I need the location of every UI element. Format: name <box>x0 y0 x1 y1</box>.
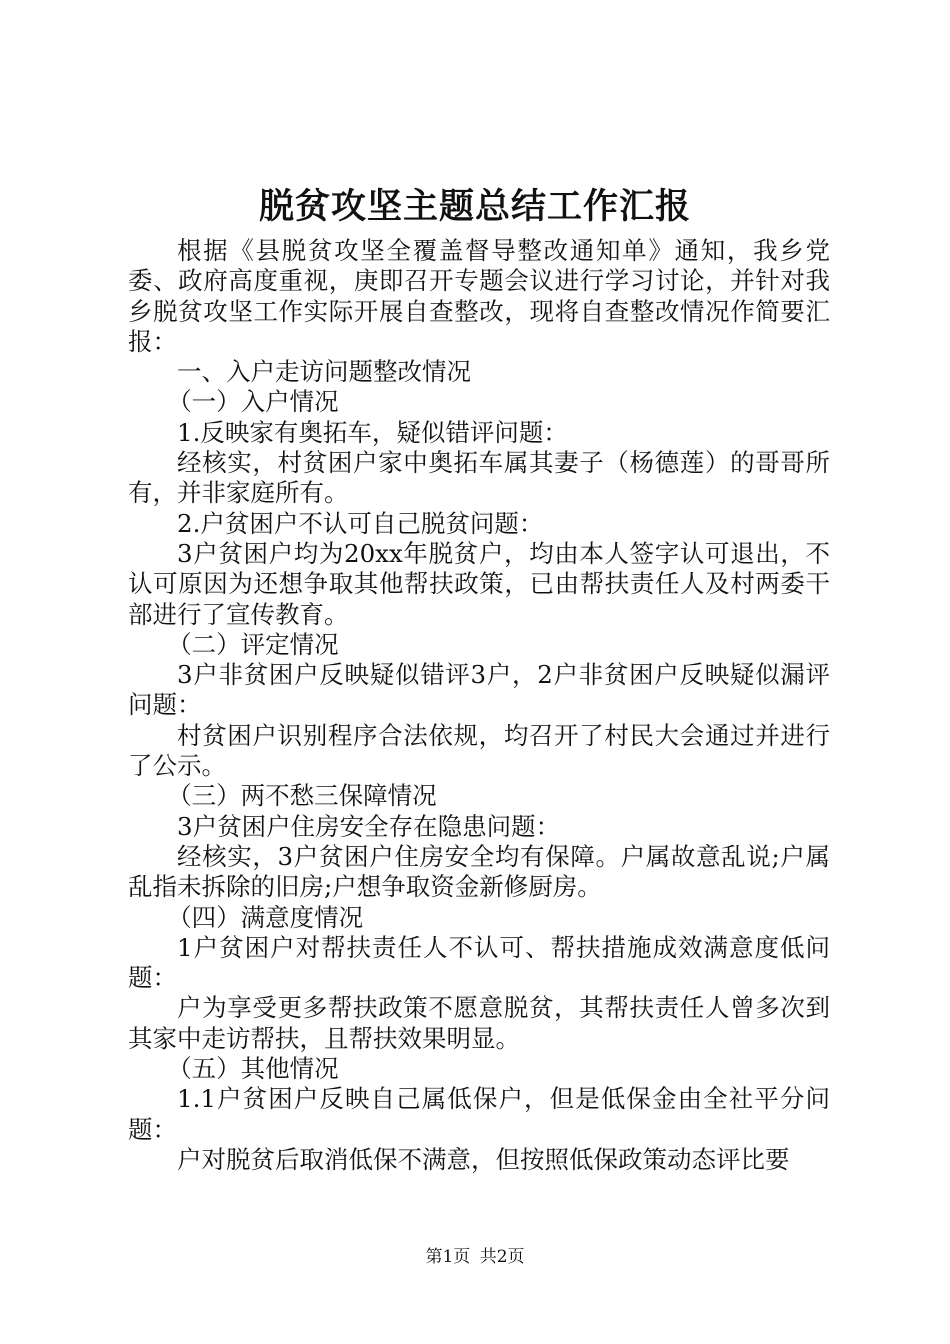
document-title: 脱贫攻坚主题总结工作汇报 <box>258 186 691 227</box>
section-subheading: （三）两不愁三保障情况 <box>167 781 437 811</box>
paragraph: 根据《县脱贫攻坚全覆盖督导整改通知单》通知，我乡党委、政府高度重视，庚即召开专题会议进行学习讨论，并针对我乡脱贫攻坚工作实际开展自查整改，现将自查整改情况作简要汇报： <box>128 236 830 356</box>
section-heading: 一、入户走访问题整改情况 <box>177 357 471 387</box>
page-total: 共2页 <box>479 1247 525 1267</box>
paragraph: 户对脱贫后取消低保不满意，但按照低保政策动态评比要 <box>177 1144 790 1174</box>
section-subheading: （五）其他情况 <box>167 1054 339 1084</box>
page-footer <box>0 1245 950 1269</box>
paragraph: 1.1户贫困户反映自己属低保户，但是低保金由全社平分问题： <box>128 1084 830 1144</box>
section-subheading: （二）评定情况 <box>167 629 339 659</box>
paragraph: 3户贫困户均为20xx年脱贫户，均由本人签字认可退出，不认可原因为还想争取其他帮扶政策，已由帮扶责任人及村两委干部进行了宣传教育。 <box>128 538 830 629</box>
section-subheading: （一）入户情况 <box>167 387 339 417</box>
paragraph: 2.户贫困户不认可自己脱贫问题： <box>177 508 544 538</box>
paragraph: 1.反映家有奥拓车，疑似错评问题： <box>177 417 568 447</box>
paragraph: 1户贫困户对帮扶责任人不认可、帮扶措施成效满意度低问题： <box>128 932 830 993</box>
document-body <box>128 236 830 1175</box>
paragraph: 3户贫困户住房安全存在隐患问题： <box>177 811 561 841</box>
paragraph: 户为享受更多帮扶政策不愿意脱贫，其帮扶责任人曾多次到其家中走访帮扶，且帮扶效果明显。 <box>128 993 830 1053</box>
page-number: 第1页 <box>425 1247 471 1267</box>
section-subheading: （四）满意度情况 <box>167 902 364 932</box>
paragraph: 村贫困户识别程序合法依规，均召开了村民大会通过并进行了公示。 <box>128 720 830 781</box>
paragraph: 3户非贫困户反映疑似错评3户，2户非贫困户反映疑似漏评问题： <box>128 660 830 720</box>
paragraph: 经核实，村贫困户家中奥拓车属其妻子（杨德莲）的哥哥所有，并非家庭所有。 <box>128 448 830 508</box>
paragraph: 经核实，3户贫困户住房安全均有保障。户属故意乱说;户属乱指未拆除的旧房;户想争取资金新修厨房。 <box>128 841 830 902</box>
